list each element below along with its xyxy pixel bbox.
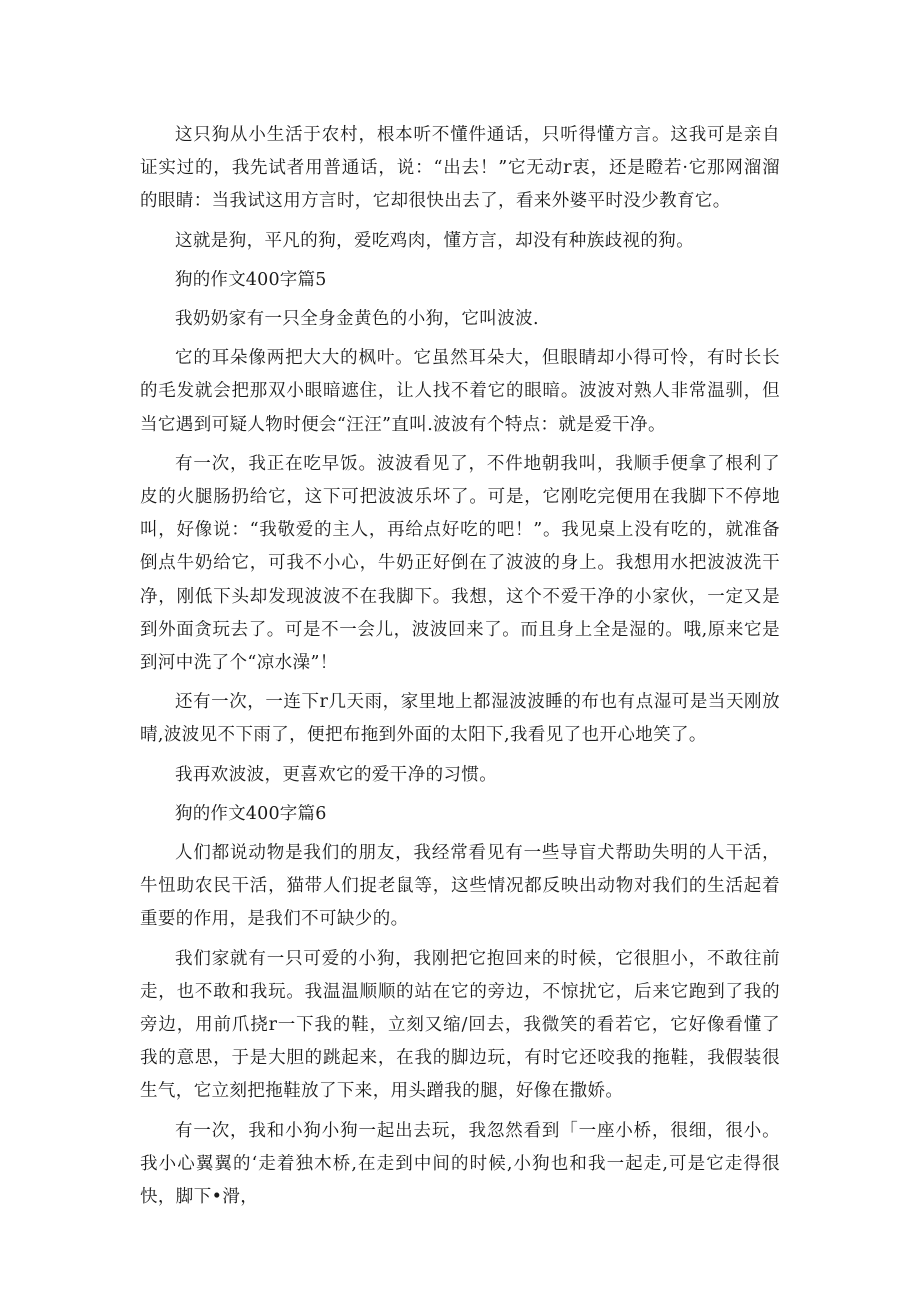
paragraph-4: 它的耳朵像两把大大的枫叶。它虽然耳朵大，但眼睛却小得可怜，有时长长的毛发就会把那双小眼暗遮住，让人找不着它的眼暗。波波对熟人非常温驯，但当它遇到可疑人物时便会“汪汪”直叫.波波有个特点：就是爱干净。 (140, 348, 780, 435)
section-heading-6: 狗的作文400字篇6 (175, 803, 327, 824)
paragraph-6: 还有一次，一连下r几天雨，家里地上都湿波波睡的布也有点湿可是当天刚放晴,波波见不下雨了，便把布拖到外面的太阳下,我看见了也开心地笑了。 (140, 692, 780, 746)
paragraph-3: 我奶奶家有一只全身金黄色的小狗，它叫波波. (175, 309, 539, 330)
paragraph-1: 这只狗从小生活于农村，根本听不懂件通话，只听得懂方言。这我可是亲自证实过的，我先试者用普通话，说：“出去！”它无动r衷，还是瞪若·它那网溜溜的眼睛：当我试这用方言时，它却很快出去了，看来外婆平时没少教育它。 (140, 125, 780, 212)
paragraph-7: 我再欢波波，更喜欢它的爱干净的习惯。 (175, 764, 498, 785)
paragraph-2: 这就是狗，平凡的狗，爱吃鸡肉，懂方言，却没有种族歧视的狗。 (175, 230, 695, 251)
paragraph-5: 有一次，我正在吃早饭。波波看见了，不件地朝我叫，我顺手便拿了根利了皮的火腿肠扔给它，这下可把波波乐坏了。可是，它刚吃完便用在我脚下不停地叫，好像说：“我敬爱的主人，再给点好吃的吧！”。我见桌上没有吃的，就准备倒点牛奶给它，可我不小心，牛奶正好倒在了波波的身上。我想用水把波波洗干净，刚低下头却发现波波不在我脚下。我想，这个不爱干净的小家伙，一定又是到外面贪玩去了。可是不一会儿，波波回来了。而且身上全是湿的。哦,原来它是到河中洗了个“凉水澡”！ (140, 453, 780, 674)
paragraph-10: 有一次，我和小狗小狗一起出去玩，我忽然看到「一座小桥，很细，很小。我小心翼翼的‘走着独木桥,在走到中间的时候,小狗也和我一起走,可是它走得很快，脚下•滑， (140, 1120, 780, 1208)
paragraph-9: 我们家就有一只可爱的小狗，我刚把它抱回来的时候，它很胆小，不敢往前走，也不敢和我玩。我温温顺顺的站在它的旁边，不惊扰它，后来它跑到了我的旁边，用前爪挠r一下我的鞋，立刻又缩/回去，我微笑的看若它，它好像看懂了我的意思，于是大胆的跳起来，在我的脚边玩，有时它还咬我的拖鞋，我假装很生气，它立刻把拖鞋放了下来，用头蹭我的腿，好像在撒娇。 (140, 948, 780, 1102)
paragraph-8: 人们都说动物是我们的朋友，我经常看见有一些导盲犬帮助失明的人干活，牛忸助农民干活，猫带人们捉老鼠等，这些情况都反映出动物对我们的生活起着重要的作用，是我们不可缺少的。 (140, 843, 780, 930)
section-heading-5: 狗的作文400字篇5 (175, 269, 327, 290)
